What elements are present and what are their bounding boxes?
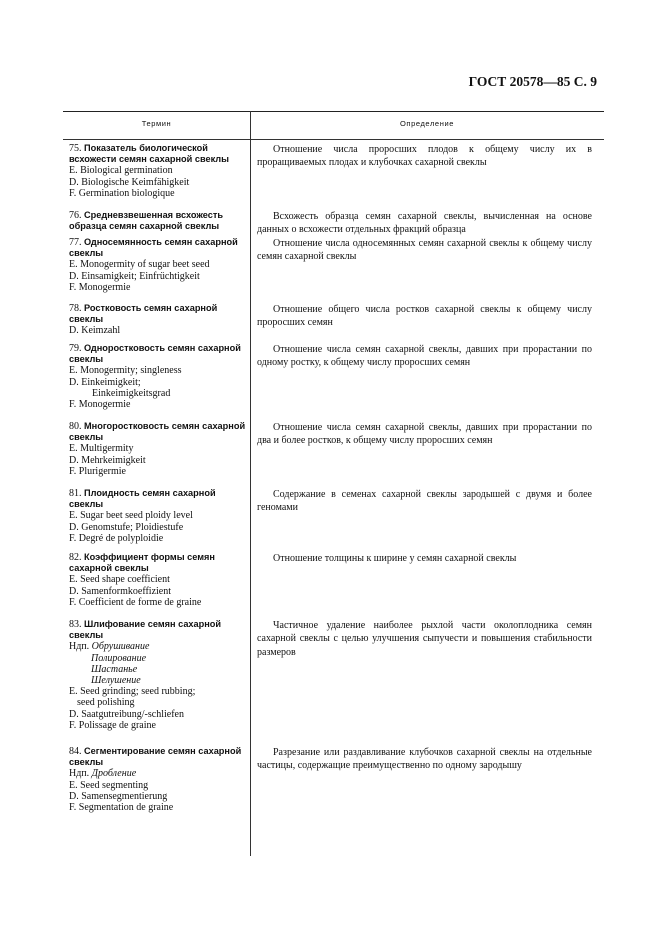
deprecated-term: Полирование (91, 652, 147, 664)
german-equivalent: D. Biologische Keimfähigkeit (69, 176, 190, 188)
deprecated-term: Шелушение (91, 675, 141, 687)
definition-83: Частичное удаление наиболее рыхлой части околоплодника семян сахарной свеклы с целью улучшения сыпучести и повышения стабильности размеров (257, 620, 592, 658)
german-equivalent: D. Keimzahl (69, 325, 121, 337)
term-title: Шлифование семян сахарной свеклы (69, 619, 222, 641)
term-84 (69, 746, 247, 813)
term-number: 79. (69, 343, 82, 354)
german-equivalent: D. Samenformkoeffizient (69, 585, 172, 597)
ndp-label: Ндп. (69, 641, 90, 653)
deprecated-term: Обрушивание (91, 641, 150, 653)
german-equivalent: D. Einsamigkeit; Einfrüchtigkeit (69, 270, 200, 282)
term-title: Одноростковость семян сахарной свеклы (69, 343, 241, 365)
term-number: 76. (69, 210, 82, 221)
deprecated-term: Дробление (91, 768, 137, 780)
definition-80: Отношение числа семян сахарной свеклы, давших при прорастании по два и более ростков, к общему числу проросших семян (257, 422, 592, 447)
german-equivalent: D. Samensegmentierung (69, 790, 168, 802)
term-75 (69, 143, 247, 199)
definition-84: Разрезание или раздавливание клубочков сахарной свеклы на отдельные частицы, содержащие преимущественно по одному зародышу (257, 747, 592, 772)
deprecated-term: Шастанье (91, 663, 138, 675)
column-divider (250, 111, 251, 856)
ndp-label: Ндп. (69, 768, 90, 780)
definition-82: Отношение толщины к ширине у семян сахарной свеклы (273, 553, 517, 564)
english-equivalent: E. Seed segmenting (69, 779, 149, 791)
deprecated-synonyms (69, 768, 247, 779)
column-header-definition: Определение (399, 119, 455, 128)
french-equivalent: F. Segmentation de graine (69, 802, 174, 814)
english-equivalent: E. Sugar beet seed ploidy level (69, 510, 193, 522)
french-equivalent: F. Polissage de graine (69, 719, 156, 731)
term-title: Показатель биологической всхожести семян сахарной свеклы (69, 143, 229, 165)
english-equivalent: E. Monogermity of sugar beet seed (69, 259, 210, 271)
term-number: 82. (69, 552, 82, 563)
term-82 (69, 552, 247, 608)
term-number: 78. (69, 303, 82, 314)
term-number: 77. (69, 237, 82, 248)
definition-76: Всхожесть образца семян сахарной свеклы, вычисленная на основе данных о всхожести отдельных фракций образца (257, 211, 592, 236)
definition-79: Отношение числа семян сахарной свеклы, давших при прорастании по одному ростку, к общему числу проросших семян (257, 344, 592, 369)
term-title: Коэффициент формы семян сахарной свеклы (69, 552, 215, 574)
term-79 (69, 343, 247, 410)
term-80 (69, 421, 247, 477)
term-title: Односемянность семян сахарной свеклы (69, 237, 238, 259)
term-number: 81. (69, 488, 82, 499)
term-title: Плоидность семян сахарной свеклы (69, 488, 216, 510)
deprecated-synonyms (69, 641, 247, 652)
definition-77: Отношение числа односемянных семян сахарной свеклы к общему числу семян сахарной свеклы (257, 238, 592, 263)
term-83 (69, 619, 247, 731)
page-header: ГОСТ 20578—85 С. 9 (468, 74, 597, 89)
definition-81: Содержание в семенах сахарной свеклы зародышей с двумя и более геномами (257, 489, 592, 514)
german-equivalent: D. Genomstufe; Ploidiestufe (69, 521, 184, 533)
term-number: 75. (69, 143, 82, 154)
term-77 (69, 237, 247, 293)
english-equivalent: E. Monogermity; singleness (69, 365, 182, 377)
english-equivalent: E. Seed grinding; seed rubbing; (69, 686, 196, 698)
term-title: Многоростковость семян сахарной свеклы (69, 421, 246, 443)
term-title: Сегментирование семян сахарной свеклы (69, 746, 242, 768)
definition-78: Отношение общего числа ростков сахарной свеклы к общему числу проросших семян (257, 304, 592, 329)
german-equivalent: D. Einkeimigkeit; (69, 376, 141, 388)
term-78 (69, 303, 247, 337)
english-equivalent: E. Multigermity (69, 443, 134, 455)
definition-75: Отношение числа проросших плодов к общему числу их в проращиваемых плодах и клубочках сахарной свеклы (257, 144, 592, 169)
term-title: Ростковость семян сахарной свеклы (69, 303, 218, 325)
column-header-term: Термин (141, 119, 172, 128)
english-equivalent: E. Seed shape coefficient (69, 574, 170, 586)
german-equivalent-continuation: Einkeimigkeitsgrad (92, 387, 171, 399)
term-number: 83. (69, 619, 82, 630)
french-equivalent: F. Degré de polyploidie (69, 532, 164, 544)
german-equivalent: D. Mehrkeimigkeit (69, 454, 146, 466)
term-number: 84. (69, 746, 82, 757)
french-equivalent: F. Coefficient de forme de graine (69, 596, 202, 608)
french-equivalent: F. Monogermie (69, 281, 131, 293)
term-81 (69, 488, 247, 544)
french-equivalent: F. Germination biologique (69, 187, 175, 199)
table-column-headers (63, 111, 604, 140)
german-equivalent: D. Saatgutreibung/-schliefen (69, 708, 184, 720)
english-equivalent-continuation: seed polishing (77, 697, 135, 709)
french-equivalent: F. Plurigermie (69, 465, 126, 477)
term-title: Средневзвешенная всхожесть образца семян сахарной свеклы (69, 210, 224, 232)
term-76 (69, 210, 247, 232)
english-equivalent: E. Biological germination (69, 165, 173, 177)
term-number: 80. (69, 421, 82, 432)
french-equivalent: F. Monogermie (69, 399, 131, 411)
